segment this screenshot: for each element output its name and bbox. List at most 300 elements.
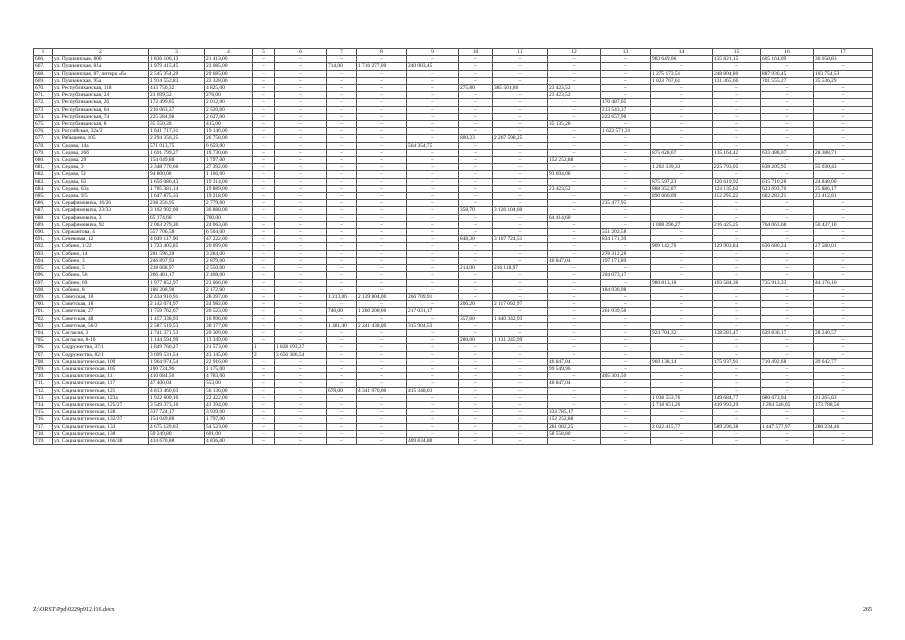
- value-cell: –: [493, 243, 548, 250]
- value-cell: –: [357, 85, 407, 92]
- column-header: 14: [651, 49, 713, 56]
- table-row: [34, 401, 873, 408]
- value-cell: –: [407, 265, 459, 272]
- value-cell: 1 705 381,14: [149, 185, 205, 192]
- value-cell: 3 126 104,00: [493, 207, 548, 214]
- row-number-cell: 704.: [34, 329, 53, 336]
- row-number-cell: 709.: [34, 365, 53, 372]
- header-row: [34, 49, 873, 56]
- row-number-cell: 698.: [34, 286, 53, 293]
- value-cell: –: [327, 351, 357, 358]
- value-cell: –: [407, 373, 459, 380]
- value-cell: –: [601, 214, 651, 221]
- address-cell: ул. Советская, 18: [53, 301, 149, 308]
- value-cell: 103 754,53: [814, 70, 873, 77]
- value-cell: –: [357, 207, 407, 214]
- value-cell: –: [253, 128, 275, 135]
- table-row: [34, 250, 873, 257]
- value-cell: –: [275, 380, 327, 387]
- value-cell: –: [275, 293, 327, 300]
- value-cell: –: [713, 272, 761, 279]
- value-cell: 2 022 415,77: [651, 423, 713, 430]
- value-cell: 623 693,76: [761, 185, 814, 192]
- value-cell: –: [407, 157, 459, 164]
- value-cell: –: [713, 351, 761, 358]
- value-cell: –: [357, 229, 407, 236]
- address-cell: ул. Социалистическая, 133: [53, 423, 149, 430]
- value-cell: –: [327, 128, 357, 135]
- value-cell: –: [459, 308, 493, 315]
- value-cell: –: [493, 409, 548, 416]
- value-cell: –: [275, 149, 327, 156]
- value-cell: –: [713, 63, 761, 70]
- value-cell: –: [459, 409, 493, 416]
- table-row: [34, 293, 873, 300]
- value-cell: –: [601, 365, 651, 372]
- value-cell: –: [327, 56, 357, 63]
- value-cell: –: [275, 92, 327, 99]
- column-header: 17: [814, 49, 873, 56]
- value-cell: –: [275, 200, 327, 207]
- table-row: [34, 178, 873, 185]
- value-cell: 138 281,47: [713, 329, 761, 336]
- value-cell: –: [407, 229, 459, 236]
- row-number-cell: 670.: [34, 85, 53, 92]
- value-cell: 23 423,52: [548, 85, 601, 92]
- value-cell: –: [761, 293, 814, 300]
- value-cell: –: [713, 113, 761, 120]
- value-cell: 969 138,14: [651, 358, 713, 365]
- value-cell: 875 028,07: [651, 149, 713, 156]
- address-cell: ул. Республиканская, 8: [53, 121, 149, 128]
- row-number-cell: 687.: [34, 207, 53, 214]
- value-cell: –: [493, 193, 548, 200]
- value-cell: 710 492,68: [761, 358, 814, 365]
- value-cell: –: [327, 121, 357, 128]
- table-row: [34, 337, 873, 344]
- value-cell: –: [493, 293, 548, 300]
- value-cell: 4 836,00: [205, 437, 253, 444]
- value-cell: –: [601, 56, 651, 63]
- value-cell: –: [548, 135, 601, 142]
- address-cell: ул. Республиканская, 26: [53, 99, 149, 106]
- value-cell: 93 694,08: [548, 171, 601, 178]
- value-cell: –: [814, 308, 873, 315]
- value-cell: 261 039,50: [601, 308, 651, 315]
- value-cell: 213 543,37: [601, 106, 651, 113]
- value-cell: –: [327, 229, 357, 236]
- value-cell: –: [761, 430, 814, 437]
- value-cell: –: [493, 250, 548, 257]
- value-cell: –: [357, 193, 407, 200]
- value-cell: –: [459, 437, 493, 444]
- value-cell: 888 352,87: [651, 185, 713, 192]
- value-cell: –: [407, 185, 459, 192]
- value-cell: –: [327, 265, 357, 272]
- value-cell: –: [601, 85, 651, 92]
- value-cell: –: [407, 56, 459, 63]
- value-cell: 28 388,71: [814, 149, 873, 156]
- value-cell: –: [275, 63, 327, 70]
- table-row: [34, 221, 873, 228]
- value-cell: –: [601, 423, 651, 430]
- value-cell: –: [275, 164, 327, 171]
- value-cell: –: [253, 437, 275, 444]
- value-cell: 409 834,88: [407, 437, 459, 444]
- value-cell: –: [253, 358, 275, 365]
- value-cell: –: [713, 207, 761, 214]
- row-number-cell: 683.: [34, 178, 53, 185]
- value-cell: 22 328,00: [205, 77, 253, 84]
- value-cell: 740,00: [327, 308, 357, 315]
- value-cell: –: [275, 416, 327, 423]
- value-cell: –: [327, 279, 357, 286]
- value-cell: –: [357, 265, 407, 272]
- value-cell: –: [493, 56, 548, 63]
- value-cell: –: [327, 113, 357, 120]
- value-cell: 1: [253, 344, 275, 351]
- value-cell: 358,70: [459, 207, 493, 214]
- value-cell: –: [407, 344, 459, 351]
- value-cell: –: [493, 157, 548, 164]
- value-cell: 2 172,00: [205, 286, 253, 293]
- address-cell: ул. Седова, 3: [53, 164, 149, 171]
- value-cell: –: [327, 85, 357, 92]
- value-cell: –: [601, 344, 651, 351]
- address-cell: ул. Социалистическая, 166/38: [53, 437, 149, 444]
- page-number: 265: [863, 607, 872, 613]
- table-row: [34, 437, 873, 444]
- value-cell: –: [548, 200, 601, 207]
- value-cell: 278 312,28: [601, 250, 651, 257]
- value-cell: –: [493, 387, 548, 394]
- value-cell: –: [253, 200, 275, 207]
- column-header: 3: [149, 49, 205, 56]
- value-cell: 2: [253, 351, 275, 358]
- value-cell: –: [601, 221, 651, 228]
- value-cell: 571 013,75: [149, 142, 205, 149]
- value-cell: 4 049 117,90: [149, 236, 205, 243]
- row-number-cell: 710.: [34, 373, 53, 380]
- value-cell: –: [407, 301, 459, 308]
- value-cell: –: [459, 200, 493, 207]
- value-cell: 24 982,00: [205, 301, 253, 308]
- value-cell: 120 619,92: [713, 178, 761, 185]
- table-row: [34, 416, 873, 423]
- value-cell: –: [548, 351, 601, 358]
- column-header: 8: [357, 49, 407, 56]
- value-cell: 240 083,45: [407, 63, 459, 70]
- value-cell: –: [761, 387, 814, 394]
- value-cell: –: [357, 351, 407, 358]
- value-cell: –: [253, 214, 275, 221]
- value-cell: –: [761, 351, 814, 358]
- value-cell: –: [548, 329, 601, 336]
- value-cell: 172 499,05: [149, 99, 205, 106]
- value-cell: –: [407, 149, 459, 156]
- value-cell: –: [651, 128, 713, 135]
- row-number-cell: 711.: [34, 380, 53, 387]
- table-row: [34, 373, 873, 380]
- value-cell: –: [651, 257, 713, 264]
- value-cell: –: [493, 178, 548, 185]
- row-number-cell: 681.: [34, 164, 53, 171]
- value-cell: –: [601, 92, 651, 99]
- value-cell: 99 549,96: [548, 365, 601, 372]
- address-cell: ул. Седова, 29: [53, 157, 149, 164]
- value-cell: 2 241 438,00: [357, 322, 407, 329]
- table-row: [34, 380, 873, 387]
- value-cell: –: [493, 121, 548, 128]
- table-row: [34, 301, 873, 308]
- value-cell: 2 117 092,97: [493, 301, 548, 308]
- value-cell: 44 176,10: [814, 279, 873, 286]
- value-cell: –: [548, 99, 601, 106]
- value-cell: 23 423,52: [548, 92, 601, 99]
- value-cell: –: [357, 221, 407, 228]
- value-cell: 3 699 531,54: [149, 351, 205, 358]
- address-cell: ул. Седова, 51: [53, 171, 149, 178]
- value-cell: –: [601, 70, 651, 77]
- value-cell: –: [275, 178, 327, 185]
- table-row: [34, 171, 873, 178]
- value-cell: 557 706,58: [149, 229, 205, 236]
- value-cell: –: [713, 99, 761, 106]
- value-cell: 1 106,00: [205, 171, 253, 178]
- row-number-cell: 699.: [34, 293, 53, 300]
- value-cell: 2 142 074,97: [149, 301, 205, 308]
- column-header: 4: [205, 49, 253, 56]
- value-cell: –: [814, 373, 873, 380]
- value-cell: –: [253, 293, 275, 300]
- value-cell: –: [407, 365, 459, 372]
- address-cell: ул. Согласия, 3: [53, 329, 149, 336]
- value-cell: –: [253, 416, 275, 423]
- value-cell: –: [493, 164, 548, 171]
- value-cell: –: [651, 99, 713, 106]
- value-cell: –: [275, 301, 327, 308]
- value-cell: –: [601, 243, 651, 250]
- value-cell: 280,00: [459, 337, 493, 344]
- value-cell: –: [761, 229, 814, 236]
- value-cell: 19 218,00: [205, 193, 253, 200]
- value-cell: –: [713, 157, 761, 164]
- value-cell: –: [814, 272, 873, 279]
- value-cell: –: [651, 322, 713, 329]
- column-header: 9: [407, 49, 459, 56]
- table-row: [34, 70, 873, 77]
- value-cell: 414 670,88: [149, 437, 205, 444]
- value-cell: 1 447 577,97: [761, 423, 814, 430]
- value-cell: –: [761, 236, 814, 243]
- value-cell: –: [357, 135, 407, 142]
- value-cell: 21 413,00: [205, 56, 253, 63]
- value-cell: –: [407, 113, 459, 120]
- value-cell: 135 821,15: [713, 56, 761, 63]
- value-cell: –: [357, 56, 407, 63]
- value-cell: 4 825,00: [205, 85, 253, 92]
- value-cell: –: [327, 329, 357, 336]
- table-row: [34, 149, 873, 156]
- value-cell: –: [601, 337, 651, 344]
- value-cell: –: [407, 315, 459, 322]
- value-cell: 2 012,00: [205, 99, 253, 106]
- value-cell: –: [651, 337, 713, 344]
- value-cell: –: [651, 214, 713, 221]
- value-cell: –: [761, 142, 814, 149]
- address-cell: ул. Социалистическая, 11: [53, 373, 149, 380]
- value-cell: –: [357, 164, 407, 171]
- value-cell: 248 804,80: [713, 70, 761, 77]
- footer-file-path: Z:\ORST\Ppd\0229p912.f16.docx: [33, 607, 115, 613]
- table-row: [34, 315, 873, 322]
- value-cell: 186 208,98: [149, 286, 205, 293]
- address-cell: ул. Республиканская, 24: [53, 92, 149, 99]
- row-number-cell: 719.: [34, 437, 53, 444]
- value-cell: –: [761, 380, 814, 387]
- value-cell: –: [275, 56, 327, 63]
- value-cell: –: [713, 106, 761, 113]
- value-cell: –: [713, 344, 761, 351]
- value-cell: 3 939,00: [205, 409, 253, 416]
- value-cell: 1 175,00: [205, 365, 253, 372]
- value-cell: 35 536,29: [814, 77, 873, 84]
- value-cell: –: [253, 286, 275, 293]
- value-cell: 1 964 974,54: [149, 358, 205, 365]
- address-cell: ул. Российская, 32а/2: [53, 128, 149, 135]
- value-cell: –: [814, 416, 873, 423]
- value-cell: –: [275, 207, 327, 214]
- value-cell: –: [459, 358, 493, 365]
- value-cell: –: [493, 416, 548, 423]
- value-cell: –: [761, 121, 814, 128]
- value-cell: 24 848,00: [814, 178, 873, 185]
- value-cell: –: [459, 214, 493, 221]
- address-cell: ул. Серафимовича, 16/26: [53, 200, 149, 207]
- value-cell: –: [761, 373, 814, 380]
- value-cell: 2 520,00: [205, 106, 253, 113]
- value-cell: 615 710,28: [761, 178, 814, 185]
- value-cell: 589 296,38: [713, 423, 761, 430]
- value-cell: –: [651, 387, 713, 394]
- value-cell: –: [761, 416, 814, 423]
- value-cell: –: [814, 286, 873, 293]
- row-number-cell: 676.: [34, 128, 53, 135]
- value-cell: –: [548, 77, 601, 84]
- value-cell: 3 167 724,51: [493, 236, 548, 243]
- value-cell: –: [459, 293, 493, 300]
- value-cell: –: [357, 409, 407, 416]
- table-row: [34, 77, 873, 84]
- value-cell: –: [275, 308, 327, 315]
- value-cell: 1 718 651,26: [651, 401, 713, 408]
- value-cell: 629 836,17: [761, 329, 814, 336]
- value-cell: –: [713, 430, 761, 437]
- value-cell: –: [459, 77, 493, 84]
- value-cell: 357,60: [459, 315, 493, 322]
- value-cell: –: [713, 257, 761, 264]
- value-cell: –: [275, 437, 327, 444]
- table-row: [34, 200, 873, 207]
- value-cell: 1 202 339,33: [651, 164, 713, 171]
- row-number-cell: 672.: [34, 99, 53, 106]
- value-cell: 3 284,00: [205, 250, 253, 257]
- table-row: [34, 63, 873, 70]
- value-cell: 23 412,81: [814, 193, 873, 200]
- row-number-cell: 700.: [34, 301, 53, 308]
- row-number-cell: 674.: [34, 113, 53, 120]
- value-cell: 6 659,00: [205, 142, 253, 149]
- value-cell: –: [548, 63, 601, 70]
- value-cell: –: [548, 315, 601, 322]
- value-cell: –: [253, 149, 275, 156]
- row-number-cell: 675.: [34, 121, 53, 128]
- value-cell: 1 741 371,53: [149, 329, 205, 336]
- value-cell: –: [493, 70, 548, 77]
- value-cell: –: [651, 409, 713, 416]
- value-cell: –: [459, 344, 493, 351]
- address-cell: ул. Социалистическая, 132/37: [53, 416, 149, 423]
- value-cell: –: [651, 380, 713, 387]
- value-cell: –: [493, 221, 548, 228]
- value-cell: –: [407, 85, 459, 92]
- value-cell: 564 354,75: [407, 142, 459, 149]
- value-cell: –: [493, 430, 548, 437]
- value-cell: –: [327, 142, 357, 149]
- value-cell: –: [713, 409, 761, 416]
- value-cell: –: [407, 337, 459, 344]
- value-cell: –: [601, 358, 651, 365]
- value-cell: –: [814, 113, 873, 120]
- value-cell: –: [253, 329, 275, 336]
- value-cell: 39 642,77: [814, 358, 873, 365]
- value-cell: 1 914 552,83: [149, 77, 205, 84]
- value-cell: –: [814, 409, 873, 416]
- value-cell: –: [761, 63, 814, 70]
- value-cell: 54 523,00: [205, 423, 253, 430]
- value-cell: –: [601, 293, 651, 300]
- value-cell: –: [407, 416, 459, 423]
- value-cell: 890 666,09: [651, 193, 713, 200]
- value-cell: –: [651, 293, 713, 300]
- value-cell: –: [761, 113, 814, 120]
- value-cell: –: [814, 322, 873, 329]
- row-number-cell: 706.: [34, 344, 53, 351]
- value-cell: –: [651, 121, 713, 128]
- table-row: [34, 344, 873, 351]
- column-header: 12: [548, 49, 601, 56]
- value-cell: 1 922 600,10: [149, 394, 205, 401]
- value-cell: –: [651, 286, 713, 293]
- value-cell: 1 131 245,99: [493, 337, 548, 344]
- value-cell: –: [493, 113, 548, 120]
- value-cell: –: [407, 99, 459, 106]
- value-cell: –: [407, 171, 459, 178]
- address-cell: ул. Собино, 69: [53, 279, 149, 286]
- table-row: [34, 121, 873, 128]
- value-cell: 3 549 373,16: [149, 401, 205, 408]
- value-cell: 2 627,00: [205, 113, 253, 120]
- value-cell: –: [493, 99, 548, 106]
- value-cell: –: [357, 315, 407, 322]
- value-cell: 1 260 208,00: [357, 308, 407, 315]
- value-cell: –: [357, 437, 407, 444]
- value-cell: –: [713, 315, 761, 322]
- value-cell: –: [407, 250, 459, 257]
- value-cell: 1 144 594,99: [149, 337, 205, 344]
- value-cell: –: [275, 401, 327, 408]
- value-cell: –: [459, 380, 493, 387]
